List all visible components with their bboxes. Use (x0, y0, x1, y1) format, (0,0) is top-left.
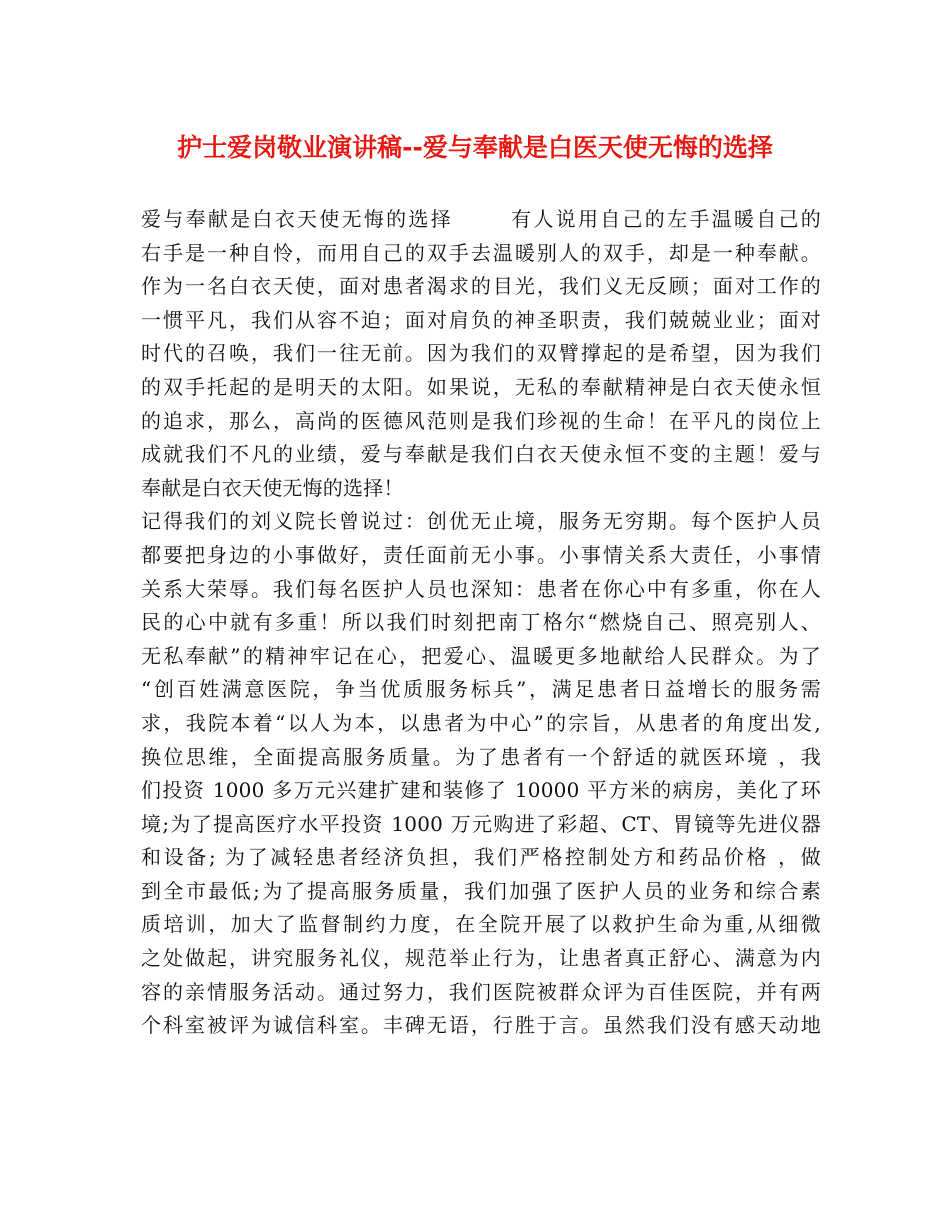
document-body (141, 203, 821, 1043)
document-title: 护士爱岗敬业演讲稿--爱与奉献是白医天使无悔的选择 (177, 133, 773, 162)
text-line: 境;为了提高医疗水平投资 1000 万元购进了彩超、CT、胃镜等先进仪器 (141, 811, 821, 836)
text-line: 质培训，加大了监督制约力度，在全院开展了以救护生命为重,从细微 (141, 912, 821, 937)
text-line: 右手是一种自怜，而用自己的双手去温暖别人的双手，却是一种奉献。 (141, 240, 821, 265)
text-line: 时代的召唤，我们一往无前。因为我们的双臂撑起的是希望，因为我们 (141, 341, 821, 366)
text-line: 民的心中就有多重！所以我们时刻把南丁格尔“燃烧自己、照亮别人、 (141, 610, 821, 635)
paragraph-heading: 爱与奉献是白衣天使无悔的选择 (141, 207, 453, 231)
text-line: 之处做起，讲究服务礼仪，规范举止行为，让患者真正舒心、满意为内 (141, 946, 821, 971)
text-line: 的双手托起的是明天的太阳。如果说，无私的奉献精神是白衣天使永恒 (141, 374, 821, 399)
text-line: 作为一名白衣天使，面对患者渴求的目光，我们义无反顾；面对工作的 (141, 274, 821, 299)
text-line: 们投资 1000 多万元兴建扩建和装修了 10000 平方米的病房，美化了环 (141, 778, 821, 803)
text-line: 换位思维，全面提高服务质量。为了患者有一个舒适的就医环境 ，我 (141, 744, 821, 769)
text-segment: 有人说用自己的左手温暖自己的 (509, 207, 821, 231)
text-line: 记得我们的刘义院长曾说过：创优无止境，服务无穷期。每个医护人员 (141, 509, 821, 534)
paragraph-2 (141, 505, 821, 1043)
text-line: 成就我们不凡的业绩，爱与奉献是我们白衣天使永恒不变的主题！爱与 (141, 442, 821, 467)
text-line: “创百姓满意医院，争当优质服务标兵”，满足患者日益增长的服务需 (141, 677, 821, 702)
text-line: 都要把身边的小事做好，责任面前无小事。小事情关系大责任，小事情 (141, 542, 821, 567)
text-line: 无私奉献”的精神牢记在心，把爱心、温暖更多地献给人民群众。为了 (141, 643, 821, 668)
paragraph-1 (141, 203, 821, 505)
text-line: 关系大荣辱。我们每名医护人员也深知：患者在你心中有多重，你在人 (141, 576, 821, 601)
text-line: 一惯平凡，我们从容不迫；面对肩负的神圣职责，我们兢兢业业；面对 (141, 307, 821, 332)
text-line: 奉献是白衣天使无悔的选择！ (141, 475, 404, 500)
text-line (141, 203, 821, 237)
text-line: 和设备; 为了减轻患者经济负担，我们严格控制处方和药品价格 ，做 (141, 845, 821, 870)
text-line: 容的亲情服务活动。通过努力，我们医院被群众评为百佳医院，并有两 (141, 979, 821, 1004)
text-line: 求，我院本着“以人为本，以患者为中心”的宗旨，从患者的角度出发, (141, 710, 821, 735)
text-line: 到全市最低;为了提高服务质量，我们加强了医护人员的业务和综合素 (141, 878, 821, 903)
text-line: 个科室被评为诚信科室。丰碑无语，行胜于言。虽然我们没有感天动地 (141, 1013, 821, 1038)
text-line: 的追求，那么，高尚的医德风范则是我们珍视的生命！在平凡的岗位上 (141, 408, 821, 433)
